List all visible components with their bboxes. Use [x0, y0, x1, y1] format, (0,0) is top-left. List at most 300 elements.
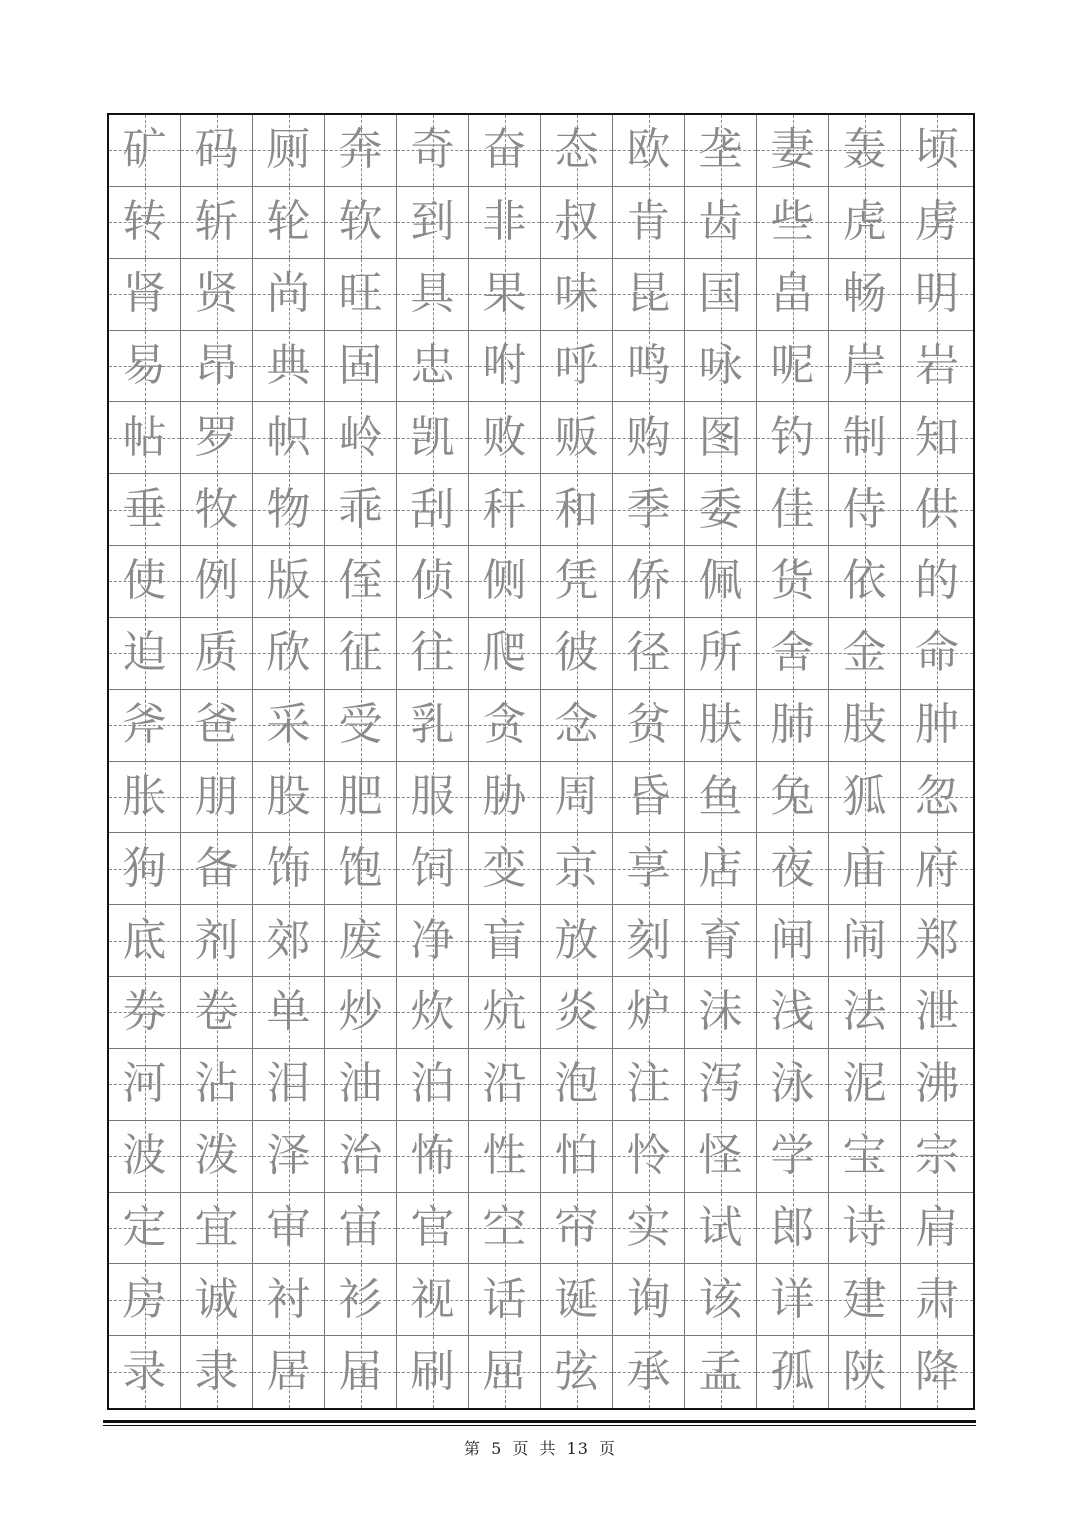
footer-rule-thin [103, 1425, 976, 1426]
practice-character: 径 [626, 627, 671, 679]
grid-cell [397, 618, 469, 690]
grid-cell [757, 331, 829, 403]
grid-cell [253, 187, 325, 259]
grid-cell [613, 1264, 685, 1336]
grid-cell [181, 690, 253, 762]
practice-character: 底 [122, 914, 167, 966]
grid-cell [541, 402, 613, 474]
practice-character: 咐 [482, 339, 527, 391]
practice-character: 肢 [842, 699, 887, 751]
grid-cell [901, 546, 973, 618]
grid-cell [829, 905, 901, 977]
practice-character: 录 [122, 1346, 167, 1398]
practice-character: 软 [338, 196, 383, 248]
grid-cell [253, 1121, 325, 1193]
grid-cell [397, 905, 469, 977]
grid-cell [181, 331, 253, 403]
practice-character: 油 [338, 1058, 383, 1110]
practice-character: 易 [122, 339, 167, 391]
practice-character: 侦 [410, 555, 455, 607]
grid-cell [325, 905, 397, 977]
practice-character: 卷 [194, 986, 239, 1038]
grid-cell [253, 1193, 325, 1265]
practice-character: 隶 [194, 1346, 239, 1398]
practice-character: 态 [554, 124, 599, 176]
grid-cell [541, 905, 613, 977]
grid-cell [181, 833, 253, 905]
practice-character: 爬 [482, 627, 527, 679]
practice-character: 秆 [482, 483, 527, 535]
grid-cell [181, 977, 253, 1049]
grid-cell [757, 1336, 829, 1408]
grid-cell [757, 402, 829, 474]
grid-cell [397, 833, 469, 905]
grid-cell [757, 1193, 829, 1265]
grid-cell [757, 1049, 829, 1121]
grid-cell [685, 1193, 757, 1265]
grid-cell [469, 977, 541, 1049]
character-grid [109, 115, 973, 1408]
practice-character: 贤 [194, 268, 239, 320]
grid-cell [901, 1336, 973, 1408]
practice-character: 试 [698, 1201, 743, 1253]
practice-character: 注 [626, 1058, 671, 1110]
practice-character: 治 [338, 1130, 383, 1182]
practice-character: 顷 [915, 124, 959, 176]
practice-character: 轮 [266, 196, 311, 248]
grid-cell [541, 690, 613, 762]
grid-cell [829, 187, 901, 259]
practice-character: 闸 [770, 914, 815, 966]
grid-cell [613, 115, 685, 187]
grid-cell [325, 977, 397, 1049]
grid-cell [181, 1264, 253, 1336]
grid-cell [685, 1121, 757, 1193]
practice-character: 郎 [770, 1201, 815, 1253]
grid-cell [901, 905, 973, 977]
practice-character: 典 [266, 339, 311, 391]
practice-character: 视 [410, 1273, 455, 1325]
practice-character: 迫 [122, 627, 167, 679]
practice-character: 狗 [122, 842, 167, 894]
grid-cell [181, 905, 253, 977]
grid-cell [901, 618, 973, 690]
practice-character: 所 [698, 627, 743, 679]
practice-character: 岩 [915, 339, 959, 391]
practice-character: 奋 [482, 124, 527, 176]
practice-character: 河 [122, 1058, 167, 1110]
grid-cell [613, 1193, 685, 1265]
practice-character: 牧 [194, 483, 239, 535]
grid-cell [109, 1264, 181, 1336]
practice-character: 沾 [194, 1058, 239, 1110]
grid-cell [109, 1121, 181, 1193]
practice-character: 肿 [915, 699, 959, 751]
practice-character: 呼 [554, 339, 599, 391]
grid-cell [325, 1336, 397, 1408]
grid-cell [109, 259, 181, 331]
grid-cell [757, 259, 829, 331]
practice-character: 供 [915, 483, 959, 535]
grid-cell [469, 474, 541, 546]
grid-cell [541, 474, 613, 546]
grid-cell [253, 905, 325, 977]
practice-character: 佳 [770, 483, 815, 535]
grid-cell [541, 977, 613, 1049]
grid-cell [397, 546, 469, 618]
practice-character: 泡 [554, 1058, 599, 1110]
practice-character: 固 [338, 339, 383, 391]
practice-character: 奔 [338, 124, 383, 176]
practice-character: 空 [482, 1201, 527, 1253]
practice-character: 呢 [770, 339, 815, 391]
practice-character: 鱼 [698, 770, 743, 822]
grid-cell [325, 546, 397, 618]
grid-cell [253, 618, 325, 690]
grid-cell [469, 1264, 541, 1336]
practice-character: 采 [266, 699, 311, 751]
grid-cell [469, 905, 541, 977]
practice-sheet [107, 113, 975, 1410]
practice-character: 放 [554, 914, 599, 966]
practice-character: 肥 [338, 770, 383, 822]
grid-cell [613, 762, 685, 834]
grid-cell [757, 690, 829, 762]
practice-character: 学 [770, 1130, 815, 1182]
practice-character: 乳 [410, 699, 455, 751]
practice-character: 房 [122, 1273, 167, 1325]
grid-cell [829, 1264, 901, 1336]
practice-character: 夜 [770, 842, 815, 894]
practice-character: 沸 [915, 1058, 959, 1110]
practice-character: 闹 [842, 914, 887, 966]
footer-page-unit: 页 [512, 1439, 530, 1458]
practice-character: 宝 [842, 1130, 887, 1182]
grid-cell [469, 331, 541, 403]
grid-cell [469, 833, 541, 905]
practice-character: 降 [915, 1346, 959, 1398]
practice-character: 往 [410, 627, 455, 679]
practice-character: 肩 [915, 1201, 959, 1253]
practice-character: 轰 [842, 124, 887, 176]
practice-character: 居 [266, 1346, 311, 1398]
practice-character: 金 [842, 627, 887, 679]
practice-character: 念 [554, 699, 599, 751]
practice-character: 转 [122, 196, 167, 248]
practice-character: 炒 [338, 986, 383, 1038]
practice-character: 受 [338, 699, 383, 751]
grid-cell [901, 833, 973, 905]
practice-character: 周 [554, 770, 599, 822]
practice-character: 彼 [554, 627, 599, 679]
grid-cell [541, 115, 613, 187]
grid-cell [685, 546, 757, 618]
grid-cell [901, 1264, 973, 1336]
grid-cell [469, 402, 541, 474]
grid-cell [613, 1049, 685, 1121]
grid-cell [397, 259, 469, 331]
practice-character: 矿 [122, 124, 167, 176]
grid-cell [829, 618, 901, 690]
grid-cell [181, 115, 253, 187]
grid-cell [685, 690, 757, 762]
practice-character: 侨 [626, 555, 671, 607]
practice-character: 咏 [698, 339, 743, 391]
grid-cell [613, 905, 685, 977]
practice-character: 昏 [626, 770, 671, 822]
grid-cell [469, 1336, 541, 1408]
grid-cell [253, 833, 325, 905]
grid-cell [325, 690, 397, 762]
grid-cell [685, 331, 757, 403]
grid-cell [685, 1264, 757, 1336]
practice-character: 畅 [842, 268, 887, 320]
grid-cell [685, 259, 757, 331]
grid-cell [253, 1264, 325, 1336]
practice-character: 泳 [770, 1058, 815, 1110]
grid-cell [613, 402, 685, 474]
grid-cell [829, 1121, 901, 1193]
practice-character: 弦 [554, 1346, 599, 1398]
practice-character: 该 [698, 1273, 743, 1325]
practice-character: 废 [338, 914, 383, 966]
practice-character: 净 [410, 914, 455, 966]
practice-character: 贫 [626, 699, 671, 751]
grid-cell [325, 1264, 397, 1336]
practice-character: 店 [698, 842, 743, 894]
grid-cell [829, 474, 901, 546]
grid-cell [685, 187, 757, 259]
grid-cell [325, 115, 397, 187]
practice-character: 侍 [842, 483, 887, 535]
practice-character: 诞 [554, 1273, 599, 1325]
practice-character: 昂 [194, 339, 239, 391]
practice-character: 质 [194, 627, 239, 679]
practice-character: 肃 [915, 1273, 959, 1325]
practice-character: 使 [122, 555, 167, 607]
grid-cell [253, 402, 325, 474]
practice-character: 货 [770, 555, 815, 607]
practice-character: 叔 [554, 196, 599, 248]
practice-character: 侄 [338, 555, 383, 607]
practice-character: 帖 [122, 411, 167, 463]
practice-character: 宙 [338, 1201, 383, 1253]
grid-cell [469, 1049, 541, 1121]
practice-character: 和 [554, 483, 599, 535]
practice-character: 制 [842, 411, 887, 463]
grid-cell [109, 115, 181, 187]
practice-character: 券 [122, 986, 167, 1038]
practice-character: 帜 [266, 411, 311, 463]
grid-cell [397, 1193, 469, 1265]
footer-prefix: 第 [463, 1439, 481, 1458]
practice-character: 畠 [770, 268, 815, 320]
practice-character: 知 [915, 411, 959, 463]
practice-character: 庙 [842, 842, 887, 894]
grid-cell [397, 977, 469, 1049]
practice-character: 岭 [338, 411, 383, 463]
practice-character: 屈 [482, 1346, 527, 1398]
practice-character: 码 [194, 124, 239, 176]
practice-character: 味 [554, 268, 599, 320]
practice-character: 忠 [410, 339, 455, 391]
grid-cell [397, 187, 469, 259]
practice-character: 诗 [842, 1201, 887, 1253]
practice-character: 版 [266, 555, 311, 607]
practice-character: 爸 [194, 699, 239, 751]
grid-cell [253, 115, 325, 187]
practice-character: 届 [338, 1346, 383, 1398]
practice-character: 剂 [194, 914, 239, 966]
grid-cell [469, 1193, 541, 1265]
practice-character: 罗 [194, 411, 239, 463]
grid-cell [685, 115, 757, 187]
grid-cell [109, 905, 181, 977]
practice-character: 的 [915, 555, 959, 607]
grid-cell [757, 1264, 829, 1336]
grid-cell [397, 402, 469, 474]
grid-cell [829, 546, 901, 618]
practice-character: 孤 [770, 1346, 815, 1398]
grid-cell [109, 474, 181, 546]
practice-character: 购 [626, 411, 671, 463]
grid-cell [325, 1193, 397, 1265]
grid-cell [181, 402, 253, 474]
grid-cell [253, 259, 325, 331]
grid-cell [901, 1193, 973, 1265]
practice-character: 依 [842, 555, 887, 607]
practice-character: 垄 [698, 124, 743, 176]
practice-character: 征 [338, 627, 383, 679]
practice-character: 刮 [410, 483, 455, 535]
grid-cell [541, 1264, 613, 1336]
practice-character: 单 [266, 986, 311, 1038]
practice-character: 斧 [122, 699, 167, 751]
practice-character: 怖 [410, 1130, 455, 1182]
practice-character: 厕 [266, 124, 311, 176]
practice-character: 鸣 [626, 339, 671, 391]
practice-character: 国 [698, 268, 743, 320]
grid-cell [901, 762, 973, 834]
grid-cell [181, 1193, 253, 1265]
grid-cell [685, 474, 757, 546]
practice-character: 胀 [122, 770, 167, 822]
grid-cell [829, 762, 901, 834]
grid-cell [397, 690, 469, 762]
grid-cell [325, 833, 397, 905]
practice-character: 舍 [770, 627, 815, 679]
practice-character: 物 [266, 483, 311, 535]
grid-cell [685, 762, 757, 834]
practice-character: 股 [266, 770, 311, 822]
grid-cell [469, 762, 541, 834]
grid-cell [829, 690, 901, 762]
grid-cell [109, 977, 181, 1049]
practice-character: 些 [770, 196, 815, 248]
practice-character: 非 [482, 196, 527, 248]
practice-character: 例 [194, 555, 239, 607]
practice-character: 泽 [266, 1130, 311, 1182]
grid-cell [829, 833, 901, 905]
grid-cell [829, 331, 901, 403]
practice-character: 泪 [266, 1058, 311, 1110]
practice-character: 败 [482, 411, 527, 463]
practice-character: 波 [122, 1130, 167, 1182]
practice-character: 炎 [554, 986, 599, 1038]
grid-cell [541, 1336, 613, 1408]
grid-cell [253, 762, 325, 834]
grid-cell [685, 1336, 757, 1408]
grid-cell [541, 259, 613, 331]
grid-cell [901, 474, 973, 546]
grid-cell [541, 1049, 613, 1121]
practice-character: 忽 [915, 770, 959, 822]
grid-cell [181, 546, 253, 618]
practice-character: 凭 [554, 555, 599, 607]
grid-cell [325, 402, 397, 474]
practice-character: 泥 [842, 1058, 887, 1110]
grid-cell [685, 905, 757, 977]
practice-character: 胁 [482, 770, 527, 822]
practice-character: 侧 [482, 555, 527, 607]
practice-character: 衬 [266, 1273, 311, 1325]
practice-character: 明 [915, 268, 959, 320]
grid-cell [397, 331, 469, 403]
grid-cell [901, 115, 973, 187]
grid-cell [181, 1336, 253, 1408]
grid-cell [397, 1049, 469, 1121]
practice-character: 京 [554, 842, 599, 894]
grid-cell [325, 1121, 397, 1193]
grid-cell [109, 690, 181, 762]
grid-cell [109, 1336, 181, 1408]
grid-cell [109, 833, 181, 905]
practice-character: 建 [842, 1273, 887, 1325]
practice-character: 话 [482, 1273, 527, 1325]
grid-cell [469, 690, 541, 762]
grid-cell [757, 115, 829, 187]
grid-cell [541, 833, 613, 905]
grid-cell [901, 259, 973, 331]
grid-cell [757, 762, 829, 834]
practice-character: 泻 [698, 1058, 743, 1110]
page-footer [0, 1436, 1080, 1459]
grid-cell [469, 546, 541, 618]
footer-total-pages: 13 [566, 1439, 589, 1458]
practice-character: 欧 [626, 124, 671, 176]
grid-cell [613, 690, 685, 762]
grid-cell [109, 402, 181, 474]
practice-character: 郊 [266, 914, 311, 966]
footer-page-number: 5 [491, 1439, 503, 1458]
practice-character: 帘 [554, 1201, 599, 1253]
grid-cell [757, 1121, 829, 1193]
grid-cell [397, 1336, 469, 1408]
grid-cell [469, 618, 541, 690]
grid-cell [685, 402, 757, 474]
grid-cell [757, 905, 829, 977]
practice-character: 炊 [410, 986, 455, 1038]
grid-cell [541, 546, 613, 618]
practice-character: 图 [698, 411, 743, 463]
grid-cell [541, 187, 613, 259]
grid-cell [325, 618, 397, 690]
grid-cell [829, 402, 901, 474]
grid-cell [181, 474, 253, 546]
grid-cell [325, 187, 397, 259]
practice-character: 肺 [770, 699, 815, 751]
practice-character: 享 [626, 842, 671, 894]
